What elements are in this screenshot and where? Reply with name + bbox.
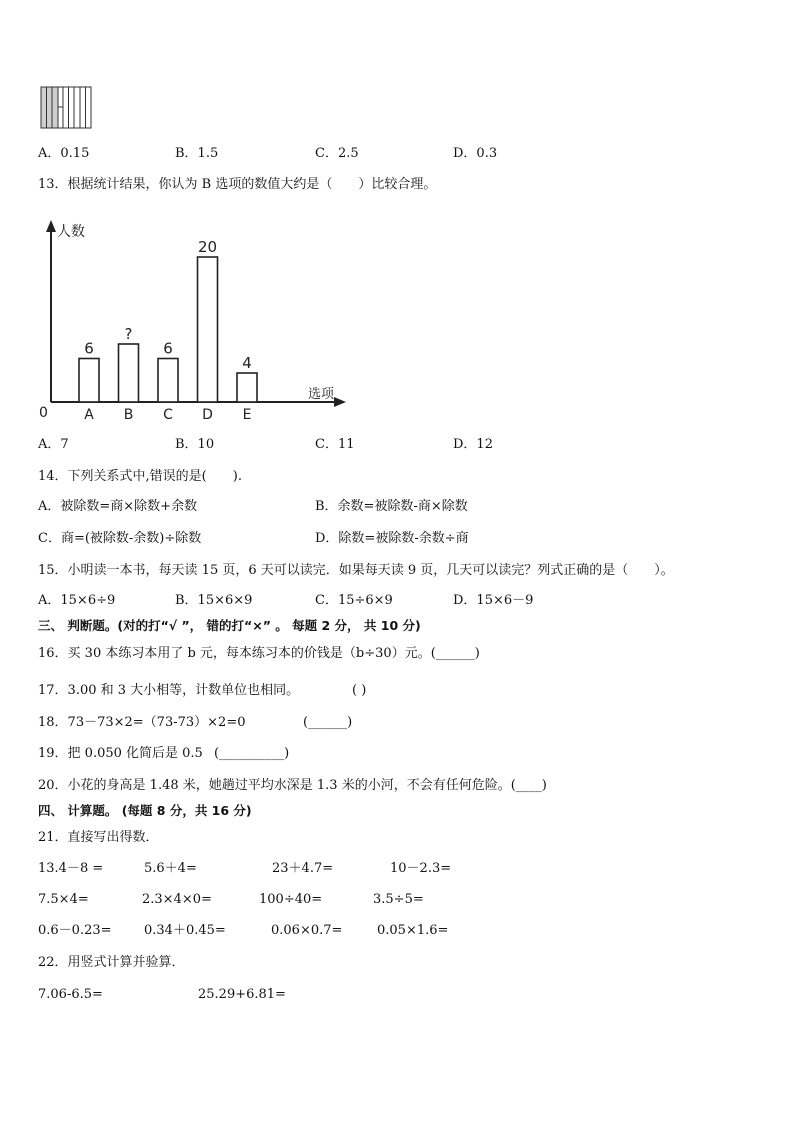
q21-expression: 13.4－8 = xyxy=(38,861,104,876)
q15-option-c: C．15÷6×9 xyxy=(315,593,393,608)
q13-option-c: C．11 xyxy=(315,437,355,452)
q14-option-b: B．余数=被除数-商×除数 xyxy=(315,499,468,514)
q20-statement: 20．小花的身高是 1.48 米，她趟过平均水深是 1.3 米的小河，不会有任何危险。(____) xyxy=(38,778,547,793)
origin-label: 0 xyxy=(39,405,48,421)
y-axis-label: 人数 xyxy=(57,224,85,240)
section-3-title: 三、 判断题。(对的打“√ ”， 错的打“×” 。 每题 2 分， 共 10 分) xyxy=(38,618,421,633)
q14-question: 14．下列关系式中,错误的是( ). xyxy=(38,469,242,484)
tick-label-b: B xyxy=(123,407,134,423)
q21-expression: 100÷40= xyxy=(259,892,323,907)
q14-option-c: C．商=(被除数-余数)÷除数 xyxy=(38,531,202,546)
q21-question: 21．直接写出得数． xyxy=(38,830,159,845)
q19-answer-blank[interactable]: (__________) xyxy=(214,746,290,761)
bar-chart xyxy=(30,214,360,426)
q19-statement: 19．把 0.050 化简后是 0.5 xyxy=(38,746,203,761)
q15-option-a: A．15×6÷9 xyxy=(38,593,116,608)
y-axis-arrow xyxy=(46,220,56,232)
q13-option-d: D．12 xyxy=(453,437,493,452)
q22-expression: 25.29+6.81= xyxy=(198,987,286,1002)
q21-expression: 0.6－0.23= xyxy=(38,923,112,938)
bar-e xyxy=(237,373,257,402)
q21-expression: 2.3×4×0= xyxy=(142,892,212,907)
q14-option-d: D．除数=被除数-余数÷商 xyxy=(315,531,469,546)
q22-expression: 7.06-6.5= xyxy=(38,987,103,1002)
data-label-a: 6 xyxy=(84,339,94,358)
q17-answer-blank[interactable]: ( ) xyxy=(352,683,367,698)
q16-statement: 16．买 30 本练习本用了 b 元，每本练习本的价钱是（b÷30）元。(______) xyxy=(38,646,480,661)
q13-question: 13．根据统计结果，你认为 B 选项的数值大约是（ ）比较合理。 xyxy=(38,177,437,192)
q15-question: 15．小明读一本书，每天读 15 页，6 天可以读完．如果每天读 9 页，几天可以读完？列式正确的是（ ）。 xyxy=(38,563,674,578)
x-axis-label: 选项 xyxy=(308,387,335,402)
q14-option-a: A．被除数=商×除数+余数 xyxy=(38,499,198,514)
x-axis-arrow xyxy=(334,397,346,407)
q21-expression: 7.5×4= xyxy=(38,892,89,907)
bar-a xyxy=(79,359,99,403)
q21-expression: 0.06×0.7= xyxy=(271,923,343,938)
q21-expression: 0.05×1.6= xyxy=(377,923,449,938)
bar-c xyxy=(158,359,178,403)
q13-option-b: B．10 xyxy=(175,437,215,452)
decimal-strip-figure xyxy=(40,86,94,130)
bar-b xyxy=(119,344,139,402)
data-label-d: 20 xyxy=(197,238,218,256)
tick-label-c: C xyxy=(163,407,173,423)
data-label-c: 6 xyxy=(163,339,173,358)
tick-label-e: E xyxy=(242,407,252,423)
q21-expression: 5.6＋4= xyxy=(144,861,197,876)
data-label-b: ? xyxy=(124,325,133,343)
q18-answer-blank[interactable]: (______) xyxy=(303,715,353,730)
q18-statement: 18．73－73×2=（73-73）×2=0 xyxy=(38,715,246,730)
q12-option-a: A．0.15 xyxy=(38,146,90,161)
q21-expression: 3.5÷5= xyxy=(373,892,424,907)
data-label-e: 4 xyxy=(242,354,252,372)
section-4-title: 四、 计算题。 (每题 8 分，共 16 分) xyxy=(38,803,252,818)
q21-expression: 0.34＋0.45= xyxy=(144,923,226,938)
q12-option-b: B．1.5 xyxy=(175,146,219,161)
shaded-part xyxy=(41,87,58,128)
q12-option-d: D．0.3 xyxy=(453,146,498,161)
q17-statement: 17．3.00 和 3 大小相等，计数单位也相同。 xyxy=(38,683,300,698)
q15-option-d: D．15×6－9 xyxy=(453,593,534,608)
q22-question: 22．用竖式计算并验算． xyxy=(38,955,185,970)
bar-d xyxy=(198,257,218,402)
q15-option-b: B．15×6×9 xyxy=(175,593,253,608)
q21-expression: 23＋4.7= xyxy=(272,861,334,876)
q12-option-c: C．2.5 xyxy=(315,146,359,161)
tick-label-a: A xyxy=(84,407,94,423)
q21-expression: 10－2.3= xyxy=(390,861,452,876)
tick-label-d: D xyxy=(202,407,213,423)
q13-option-a: A．7 xyxy=(38,437,69,452)
